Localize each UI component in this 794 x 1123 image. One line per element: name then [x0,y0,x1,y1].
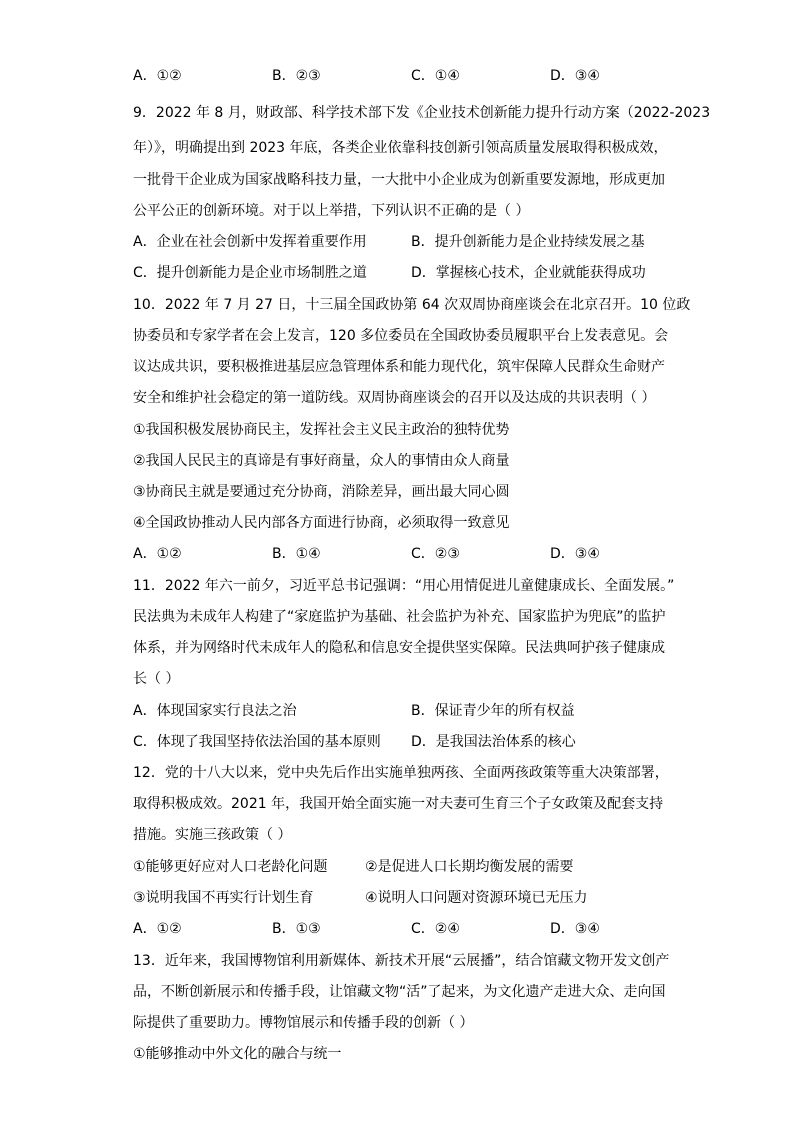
q9-stem-line: 年）》，明确提出到 2023 年底，各类企业依靠科技创新引领高质量发展取得积极成效， [133,140,668,156]
q9-option-b[interactable]: B．提升创新能力是企业持续发展之基 [411,234,645,250]
q13-item-1: ①能够推动中外文化的融合与统一 [133,1046,342,1062]
q9-stem-line: 一批骨干企业成为国家战略科技力量，一大批中小企业成为创新重要发源地，形成更加 [133,172,665,188]
q11-option-d[interactable]: D．是我国法治体系的核心 [411,734,576,750]
q12-option-c[interactable]: C．②④ [411,921,460,937]
q8-option-b[interactable]: B．②③ [272,68,321,84]
q10-stem-line: 议达成共识，要积极推进基层应急管理体系和能力现代化，筑牢保障人民群众生命财产 [133,359,665,375]
q12-stem-line: 取得积极成效。2021 年，我国开始全面实施一对夫妻可生育三个子女政策及配套支持 [133,796,664,812]
q10-item-1: ①我国积极发展协商民主，发挥社会主义民主政治的独特优势 [133,422,510,438]
q10-stem-line: 安全和维护社会稳定的第一道防线。双周协商座谈会的召开以及达成的共识表明（ ） [133,390,656,406]
q11-option-a[interactable]: A．体现国家实行良法之治 [133,703,297,719]
q12-option-d[interactable]: D．③④ [550,921,600,937]
q9-options-row2 [133,263,693,283]
q8-option-a[interactable]: A．①② [133,68,182,84]
q11-option-c[interactable]: C．体现了我国坚持依法治国的基本原则 [133,734,381,750]
q11-option-b[interactable]: B．保证青少年的所有权益 [411,703,575,719]
q11-stem-line: 民法典为未成年人构建了“家庭监护为基础、社会监护为补充、国家监护为兜底”的监护 [133,609,666,625]
q9-stem-line: 公平公正的创新环境。对于以上举措，下列认识不正确的是（ ） [133,203,530,219]
q11-stem-line: 11．2022 年六一前夕，习近平总书记强调：“用心用情促进儿童健康成长、全面发展。” [133,578,675,594]
q11-stem-line: 长（ ） [133,671,180,687]
q10-item-2: ②我国人民民主的真谛是有事好商量，众人的事情由众人商量 [133,453,510,469]
q8-option-d[interactable]: D．③④ [550,68,600,84]
q12-option-a[interactable]: A．①② [133,921,182,937]
q9-option-a[interactable]: A．企业在社会创新中发挥着重要作用 [133,234,367,250]
q10-stem-line: 协委员和专家学者在会上发言，120 多位委员在全国政协委员履职平台上发表意见。会 [133,328,669,344]
q12-stem-line: 措施。实施三孩政策（ ） [133,827,292,843]
q10-item-3: ③协商民主就是要通过充分协商，消除差异，画出最大同心圆 [133,484,510,500]
q11-stem-line: 体系，并为网络时代未成年人的隐私和信息安全提供坚实保障。民法典呵护孩子健康成 [133,640,665,656]
q12-item-2: ②是促进人口长期均衡发展的需要 [365,859,574,875]
q12-options [133,919,693,939]
q9-option-d[interactable]: D．掌握核心技术，企业就能获得成功 [411,265,646,281]
q10-option-c[interactable]: C．②③ [411,546,460,562]
q8-options [133,66,693,86]
q11-options-row1 [133,701,693,721]
q13-stem-line: 13．近年来，我国博物馆利用新媒体、新技术开展“云展播”，结合馆藏文物开发文创产 [133,953,670,969]
q9-options-row1 [133,232,693,252]
q12-items-row2 [133,888,693,908]
q10-stem-line: 10．2022 年 7 月 27 日，十三届全国政协第 64 次双周协商座谈会在北京召开。10 位政 [133,297,691,313]
q10-item-4: ④全国政协推动人民内部各方面进行协商，必须取得一致意见 [133,515,510,531]
q13-stem-line: 际提供了重要助力。博物馆展示和传播手段的创新（ ） [133,1015,474,1031]
q12-item-3: ③说明我国不再实行计划生育 [133,890,314,906]
q10-option-a[interactable]: A．①② [133,546,182,562]
q10-option-d[interactable]: D．③④ [550,546,600,562]
q12-items-row1 [133,857,693,877]
q12-stem-line: 12．党的十八大以来，党中央先后作出实施单独两孩、全面两孩政策等重大决策部署， [133,765,669,781]
q12-option-b[interactable]: B．①③ [272,921,321,937]
q10-option-b[interactable]: B．①④ [272,546,321,562]
q8-option-c[interactable]: C．①④ [411,68,460,84]
q13-stem-line: 品，不断创新展示和传播手段，让馆藏文物“活”了起来，为文化遗产走进大众、走向国 [133,984,666,1000]
q9-option-c[interactable]: C．提升创新能力是企业市场制胜之道 [133,265,367,281]
q11-options-row2 [133,732,693,752]
q12-item-1: ①能够更好应对人口老龄化问题 [133,859,328,875]
q12-item-4: ④说明人口问题对资源环境已无压力 [365,890,588,906]
q10-options [133,544,693,564]
q9-stem-line: 9．2022 年 8 月，财政部、科学技术部下发《企业技术创新能力提升行动方案（2022-2023 [133,105,711,121]
